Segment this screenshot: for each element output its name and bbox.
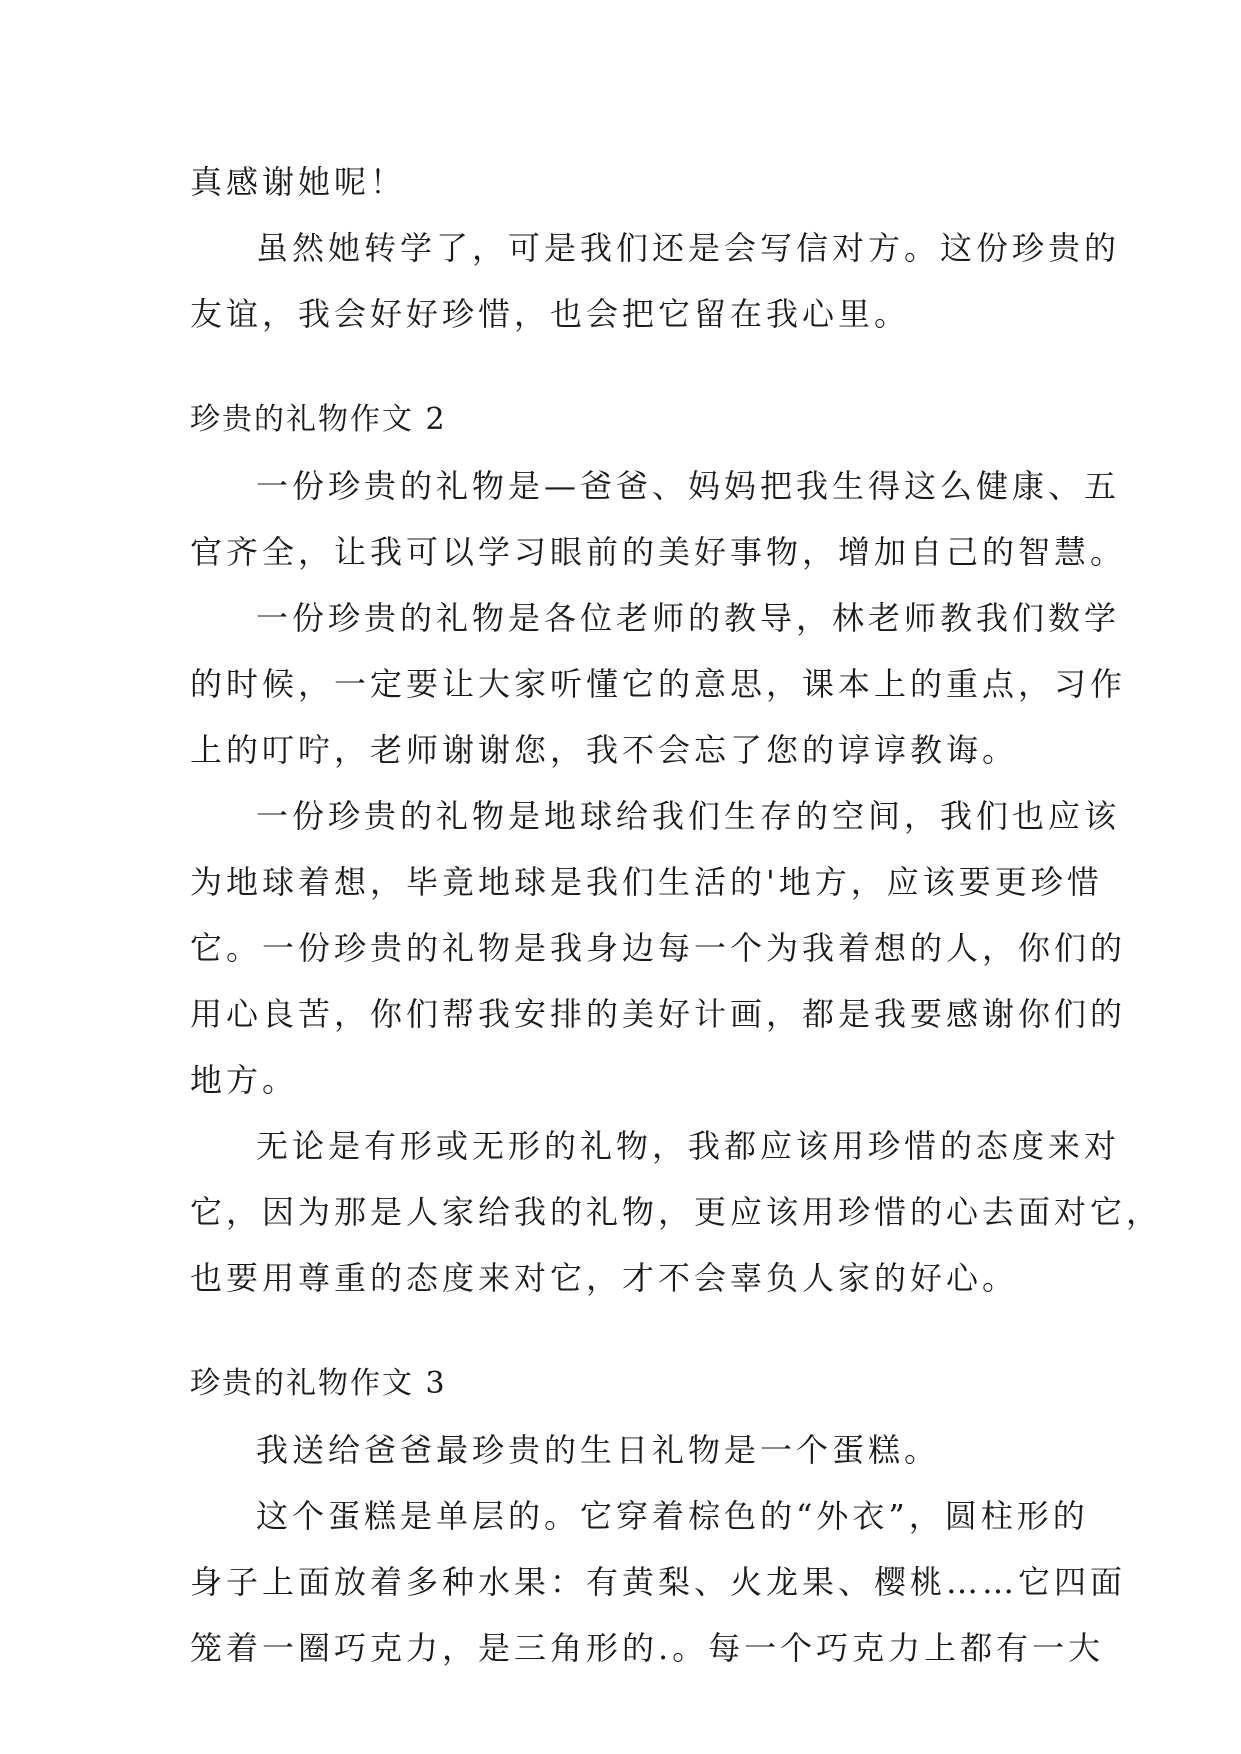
paragraph-line: 一份珍贵的礼物是各位老师的教导，林老师教我们数学 [256,599,1121,637]
paragraph-line: 无论是有形或无形的礼物，我都应该用珍惜的态度来对 [256,1127,1121,1165]
paragraph-line: 地方。 [190,1061,299,1099]
paragraph-line: 这个蛋糕是单层的。它穿着棕色的“外衣”，圆柱形的 [256,1497,1089,1535]
paragraph-line: 它。一份珍贵的礼物是我身边每一个为我着想的人，你们的 [190,929,1127,967]
paragraph-line: 虽然她转学了，可是我们还是会写信对方。这份珍贵的 [256,229,1121,267]
paragraph-line: 真感谢她呢！ [190,163,407,201]
paragraph-line: 它，因为那是人家给我的礼物，更应该用珍惜的心去面对它， [190,1193,1163,1231]
paragraph-line: 我送给爸爸最珍贵的生日礼物是一个蛋糕。 [256,1431,941,1469]
paragraph-line: 一份珍贵的礼物是地球给我们生存的空间，我们也应该 [256,797,1121,835]
paragraph-line: 上的叮咛，老师谢谢您，我不会忘了您的谆谆教诲。 [190,731,1019,769]
paragraph-line: 身子上面放着多种水果：有黄梨、火龙果、樱桃……它四面 [190,1563,1127,1601]
paragraph-line: 笼着一圈巧克力，是三角形的.。每一个巧克力上都有一大 [190,1629,1105,1667]
paragraph-line: 官齐全，让我可以学习眼前的美好事物，增加自己的智慧。 [190,533,1127,571]
paragraph-line: 一份珍贵的礼物是—爸爸、妈妈把我生得这么健康、五 [256,467,1121,505]
paragraph-line: 也要用尊重的态度来对它，才不会辜负人家的好心。 [190,1259,1019,1297]
section-heading: 珍贵的礼物作文 2 [190,402,447,437]
paragraph-line: 的时候，一定要让大家听懂它的意思，课本上的重点，习作 [190,665,1127,703]
paragraph-line: 用心良苦，你们帮我安排的美好计画，都是我要感谢你们的 [190,995,1127,1033]
paragraph-line: 友谊，我会好好珍惜，也会把它留在我心里。 [190,295,911,333]
section-heading: 珍贵的礼物作文 3 [190,1366,447,1401]
paragraph-line: 为地球着想，毕竟地球是我们生活的'地方，应该要更珍惜 [190,863,1103,901]
